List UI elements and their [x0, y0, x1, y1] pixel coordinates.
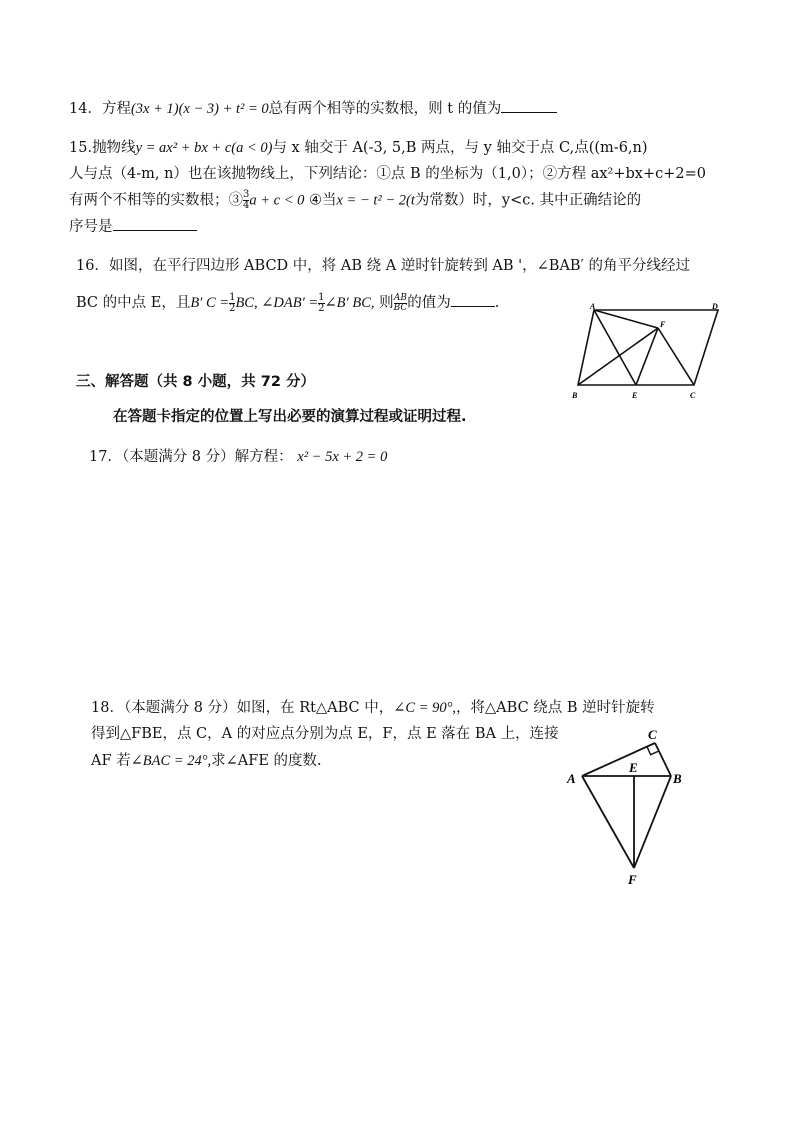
- question-16-line-1: [76, 256, 690, 276]
- q15-answer-blank: [113, 216, 197, 231]
- segment-ac: [582, 743, 655, 776]
- question-18-line-3: [91, 751, 322, 771]
- q15-line3-suffix: 为常数）时，y<c. 其中正确结论的: [414, 192, 642, 209]
- q14-answer-blank: [501, 98, 557, 113]
- question-14: [69, 98, 557, 119]
- fig16-label-e: E: [632, 391, 638, 400]
- q16-fraction-1-denominator: 2: [229, 302, 236, 314]
- question-15-line-4: [69, 216, 197, 237]
- section-3-instruction-text: 在答题卡指定的位置上写出必要的演算过程或证明过程.: [113, 409, 467, 425]
- q18-line1-suffix: ，将△ABC 绕点 B 逆时针旋转: [456, 700, 655, 716]
- parallelogram-abcd: [578, 310, 718, 385]
- segment-af: [594, 310, 658, 328]
- q14-number: 14．: [69, 101, 102, 117]
- q15-x-equation: x = − t² − 2(t: [336, 192, 415, 209]
- question-17: [89, 447, 387, 467]
- q16-line2-end: .: [494, 295, 500, 311]
- question-18-line-1: [91, 698, 655, 718]
- q16-line2-prefix: BC 的中点 E，且: [76, 295, 191, 311]
- fig18-label-e: E: [629, 760, 638, 775]
- q17-equation: x² − 5x + 2 = 0: [297, 449, 388, 465]
- fig18-label-c: C: [648, 727, 657, 742]
- segment-bf: [634, 776, 671, 868]
- q18-line1-prefix: 18．（本题满分 8 分）如图，在 Rt△ABC 中，: [91, 700, 394, 716]
- question-15-line-3: [69, 190, 641, 211]
- q18-angle-equation: ∠BAC = 24°,: [130, 753, 212, 769]
- q16-line2-mid: 则: [379, 295, 394, 311]
- q18-line3-prefix: AF 若: [91, 753, 131, 769]
- q16-math-1: B′ C =: [190, 295, 230, 311]
- q15-line3-mid: ④当: [309, 192, 337, 209]
- section-3-title: [76, 372, 315, 392]
- q16-fraction-1-numerator: 1: [229, 291, 236, 303]
- q18-line3-suffix: 求∠AFE 的度数.: [211, 753, 322, 769]
- question-16-line-2: [76, 292, 499, 314]
- question-15-line-1: [69, 138, 648, 158]
- q15-inequality: a + c < 0: [249, 192, 305, 209]
- q18-right-angle-equation: ∠C = 90°,: [393, 700, 457, 716]
- q16-line2-suffix: 的值为: [407, 295, 451, 311]
- fig16-label-b: B: [572, 391, 578, 400]
- q14-prefix: 方程: [101, 101, 131, 117]
- q16-math-2: BC, ∠DAB′ =: [235, 295, 319, 311]
- fig16-label-a: A: [590, 302, 596, 311]
- fig18-label-f: F: [628, 872, 637, 887]
- fig16-label-d: D: [712, 302, 718, 311]
- q16-line1-text: 16．如图，在平行四边形 ABCD 中，将 AB 绕 A 逆时针旋转到 AB '，∠BAB′ 的角平分线经过: [76, 258, 690, 274]
- q17-text: 17．（本题满分 8 分）解方程：: [89, 449, 293, 465]
- q14-suffix: 总有两个相等的实数根，则 t 的值为: [268, 101, 502, 117]
- fig16-label-c: C: [690, 391, 696, 400]
- q15-parabola-equation: y = ax² + bx + c(a < 0): [135, 140, 273, 156]
- q16-fraction-3-denominator: BC: [393, 302, 408, 313]
- q15-fraction-denominator: 4: [243, 200, 250, 211]
- q15-fraction-numerator: 3: [243, 189, 250, 200]
- q15-prefix: 抛物线: [92, 140, 136, 156]
- segment-bf: [578, 328, 658, 385]
- q15-line2-text: 人与点（4-m, n）也在该抛物线上，下列结论：①点 B 的坐标为（1,0）；②方程 ax²+bx+c+2=0: [69, 166, 706, 182]
- q15-line1-text: 与 x 轴交于 A(-3, 5,B 两点，与 y 轴交于点 C,点((m-6,n): [272, 140, 648, 156]
- segment-af: [582, 776, 634, 868]
- q16-fraction-2-denominator: 2: [318, 302, 325, 314]
- section-3-title-text: 三、解答题（共 8 小题，共 72 分）: [76, 374, 315, 390]
- q18-line2-text: 得到△FBE，点 C，A 的对应点分别为点 E，F，点 E 落在 BA 上，连接: [91, 726, 559, 742]
- q14-equation: (3x + 1)(x − 3) + t² = 0: [130, 101, 269, 117]
- q16-fraction-3-numerator: AB: [393, 292, 407, 303]
- q15-number: 15.: [69, 140, 93, 156]
- q18-triangle-figure: [563, 722, 693, 890]
- fig18-label-b: B: [673, 771, 682, 786]
- fig18-label-a: A: [567, 771, 576, 786]
- segment-cb: [655, 743, 671, 776]
- q16-parallelogram-figure: [566, 296, 726, 404]
- q15-line4-text: 序号是: [69, 219, 113, 235]
- question-18-line-2: [91, 724, 559, 744]
- q16-math-3: ∠B′ BC,: [324, 295, 375, 311]
- section-3-instruction: [113, 407, 467, 427]
- fig16-label-f: F: [660, 320, 666, 329]
- question-15-line-2: [69, 164, 706, 184]
- q16-fraction-2-numerator: 1: [318, 291, 325, 303]
- q16-fraction-3: [394, 294, 408, 313]
- q15-line3-prefix: 有两个不相等的实数根；③: [69, 192, 243, 209]
- segment-fc: [658, 328, 694, 385]
- q16-answer-blank: [451, 292, 495, 307]
